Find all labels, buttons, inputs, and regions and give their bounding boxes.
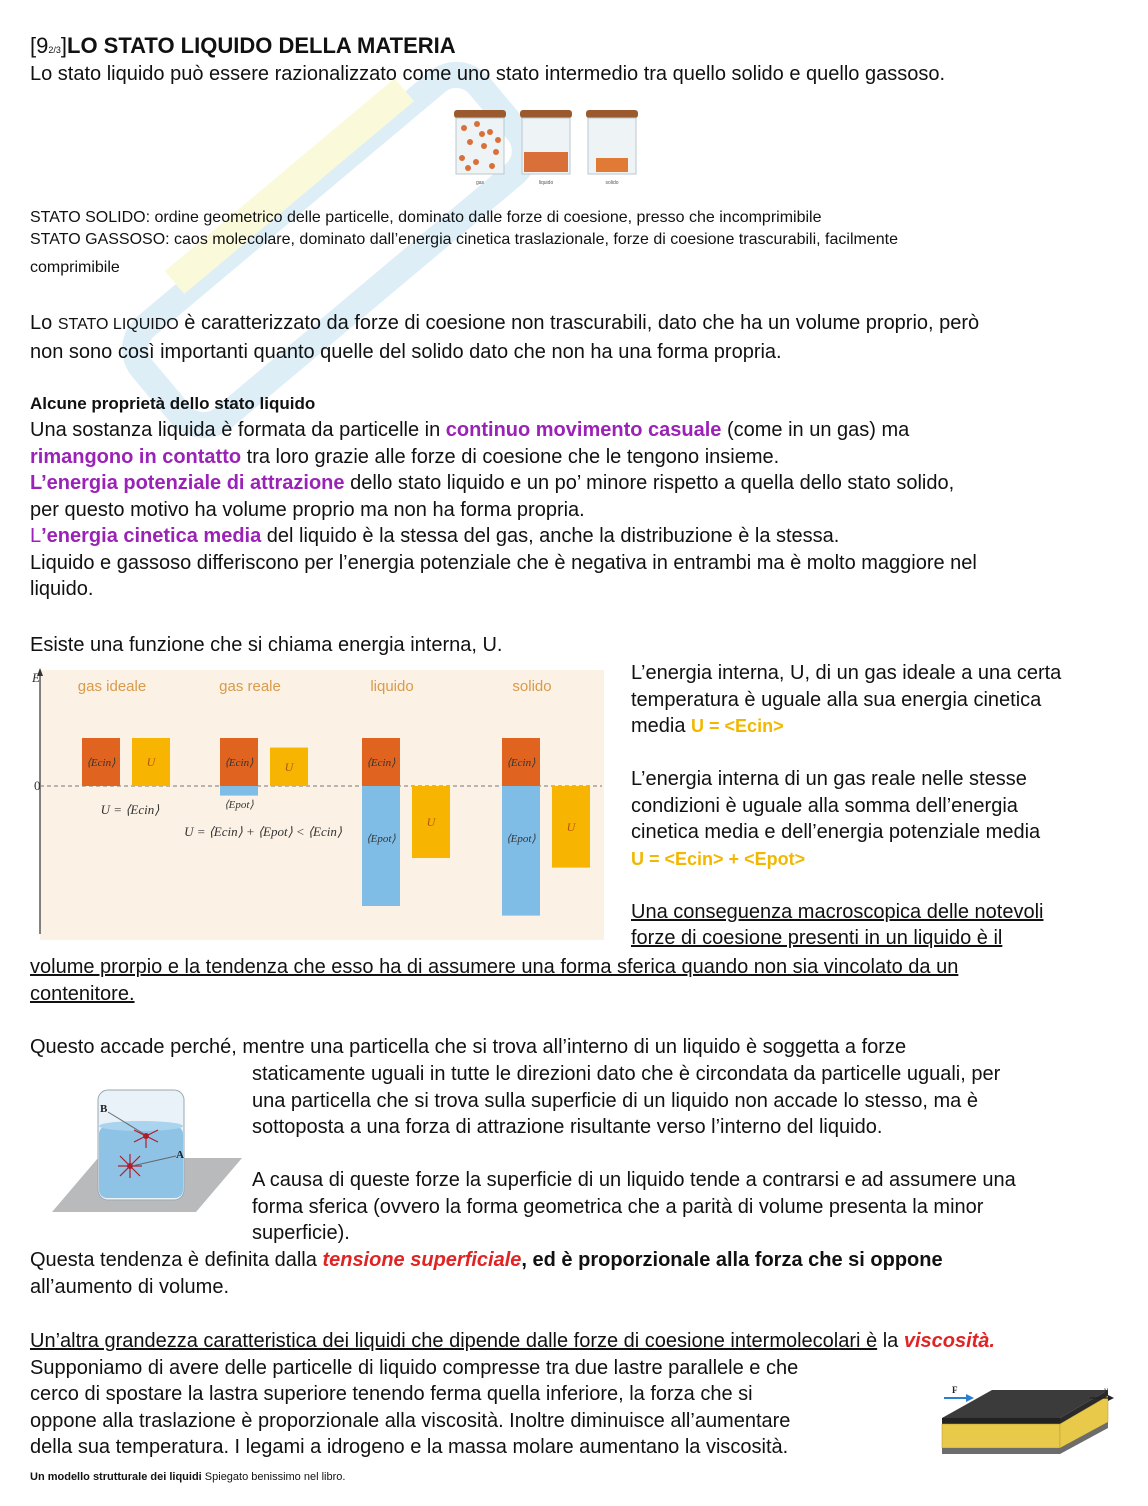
intro-text: Lo stato liquido può essere razionalizzato come uno stato intermedio tra quello solido e quello gassoso. [30,63,945,85]
page-number: [9 [30,33,49,58]
category-label-2: liquido [370,678,414,695]
consequence-text: volume prorpio e la tendenza che esso ha di assumere una forma sferica quando non sia vincolato da un contenitore. [30,956,959,1005]
bar-epot-3 [502,786,540,916]
jar-solid [586,110,638,174]
real-gas-formula: U = <Ecin> + <Epot> [631,848,806,869]
bar-label-u-1: U [284,759,294,774]
bar-label-ecin-2: ⟨Ecin⟩ [366,757,396,769]
bar-label-epot-2: ⟨Epot⟩ [366,833,396,845]
ideal-gas-formula: U = <Ecin> [691,716,784,736]
viscosity-term: viscosità. [903,1330,995,1352]
zero-label: 0 [34,778,41,793]
jar-label-gas: gas [475,180,485,186]
internal-energy-explanation: L’energia interna, U, di un gas ideale a una certa temperatura è uguale alla sua energia cinetica media U = <Ecin> L’energia interna di un gas reale nelle stesse condizioni è uguale alla somma dell’energia cinetica media e dell’energia potenziale media U = <Ecin> + <Epot> Una conseguenza macroscopica delle notevoli forze di coesione presenti in un liquido è il [631,662,1062,949]
plate-label-f: F [952,1385,958,1395]
beaker-label-b: B [100,1103,108,1115]
internal-energy-intro: Esiste una funzione che si chiama energia interna, U. [30,634,503,656]
surface-text-body: staticamente uguali in tutte le direzioni dato che è circondata da particelle uguali, per una particella che si trova sulla superficie di un liquido non accade lo stesso, ma è sottoposta a una forza di attrazione risultante verso l’interno del liquido. A causa di queste forze la superficie di un liquido tende a contrarsi e ad assumere una forma sferica (ovvero la forma geometrica che a parità di volume presenta la minor superficie). [252,1063,1016,1244]
states-of-matter-jars [444,102,644,188]
surface-tension-term: tensione superficiale [322,1249,522,1271]
footer-note: Un modello strutturale dei liquidi Spiegato benissimo nel libro. [30,1471,346,1483]
page-number-sub: 2/3 [48,45,61,55]
gas-state-text-cont: comprimibile [30,259,120,276]
surface-tension-text: Questa tendenza è definita dalla tensione superficiale, ed è proporzionale alla forza che si oppone all’aumento di volume. [30,1249,943,1298]
bar-label-ecin-0: ⟨Ecin⟩ [86,757,116,769]
bar-label-ecin-1: ⟨Ecin⟩ [224,757,254,769]
jar-label-solid: solido [605,180,619,186]
plate-label-v: v [1104,1385,1108,1395]
category-label-1: gas reale [219,678,281,695]
viscosity-text: Un’altra grandezza caratteristica dei liquidi che dipende dalle forze di coesione intermolecolari è la viscosità. Supponiamo di avere delle particelle di liquido compresse tra due lastre parallele e che cerco di spostare la lastra superiore tenendo ferma quella inferiore, la forza che si oppone alla traslazione è proporzionale alla viscosità. Inoltre diminuisce all’aumentare della sua temperatura. I legami a idrogeno e la massa molare aumentano la viscosità. [30,1330,995,1458]
properties-body: Una sostanza liquida è formata da particelle in continuo movimento casuale (come in un gas) ma rimangono in contatto tra loro grazie alle forze di coesione che le tengono insieme. L’energia potenziale di attrazione dello stato liquido e un po’ minore rispetto a quella dello stato solido, per questo motivo ha volume proprio ma non ha forma propria. L’energia cinetica media del liquido è la stessa del gas, anche la distribuzione è la stessa. Liquido e gassoso differiscono per l’energia potenziale che è negativa in entrambi ma è molto maggiore nel liquido. [30,419,977,600]
viscosity-plates-illustration [940,1362,1118,1462]
properties-heading: Alcune proprietà dello stato liquido [30,394,316,413]
bar-epot-2 [362,786,400,906]
category-label-0: gas ideale [77,678,147,695]
beaker-label-a: A [176,1149,184,1161]
jar-liquid [520,110,572,174]
bar-label-epot-1: ⟨Epot⟩ [224,799,254,811]
page-header: [92/3]LO STATO LIQUIDO DELLA MATERIA [30,33,456,58]
beaker-illustration [46,1084,246,1216]
bar-label-ecin-3: ⟨Ecin⟩ [506,757,536,769]
solid-state-text: STATO SOLIDO: ordine geometrico delle particelle, dominato dalle forze di coesione, presso che incomprimibile [30,209,822,226]
surface-text-intro: Questo accade perché, mentre una particella che si trova all’interno di un liquido è soggetta a forze [30,1036,907,1058]
liquid-state-paragraph: Lo STATO LIQUIDO è caratterizzato da forze di coesione non trascurabili, dato che ha un volume proprio, però non sono così importanti quanto quelle del solido dato che non ha una forma propria. [30,312,980,363]
bar-label-epot-3: ⟨Epot⟩ [506,833,536,845]
page-title: LO STATO LIQUIDO DELLA MATERIA [67,33,456,58]
bar-epot-1 [220,786,258,796]
annotation-real-gas: U = ⟨Ecin⟩ + ⟨Epot⟩ < ⟨Ecin⟩ [184,824,342,839]
jar-label-liquid: liquido [538,180,554,186]
jar-gas [454,110,506,174]
energy-chart [30,664,604,944]
y-axis-label: E [32,670,40,685]
annotation-ideal-gas: U = ⟨Ecin⟩ [100,802,160,817]
bar-label-u-2: U [426,815,436,829]
bar-label-u-3: U [566,819,576,834]
category-label-3: solido [512,678,552,695]
bar-label-u-0: U [146,755,156,769]
gas-state-text: STATO GASSOSO: caos molecolare, dominato dall’energia cinetica traslazionale, forze di coesione trascurabili, facilmente [30,231,898,248]
